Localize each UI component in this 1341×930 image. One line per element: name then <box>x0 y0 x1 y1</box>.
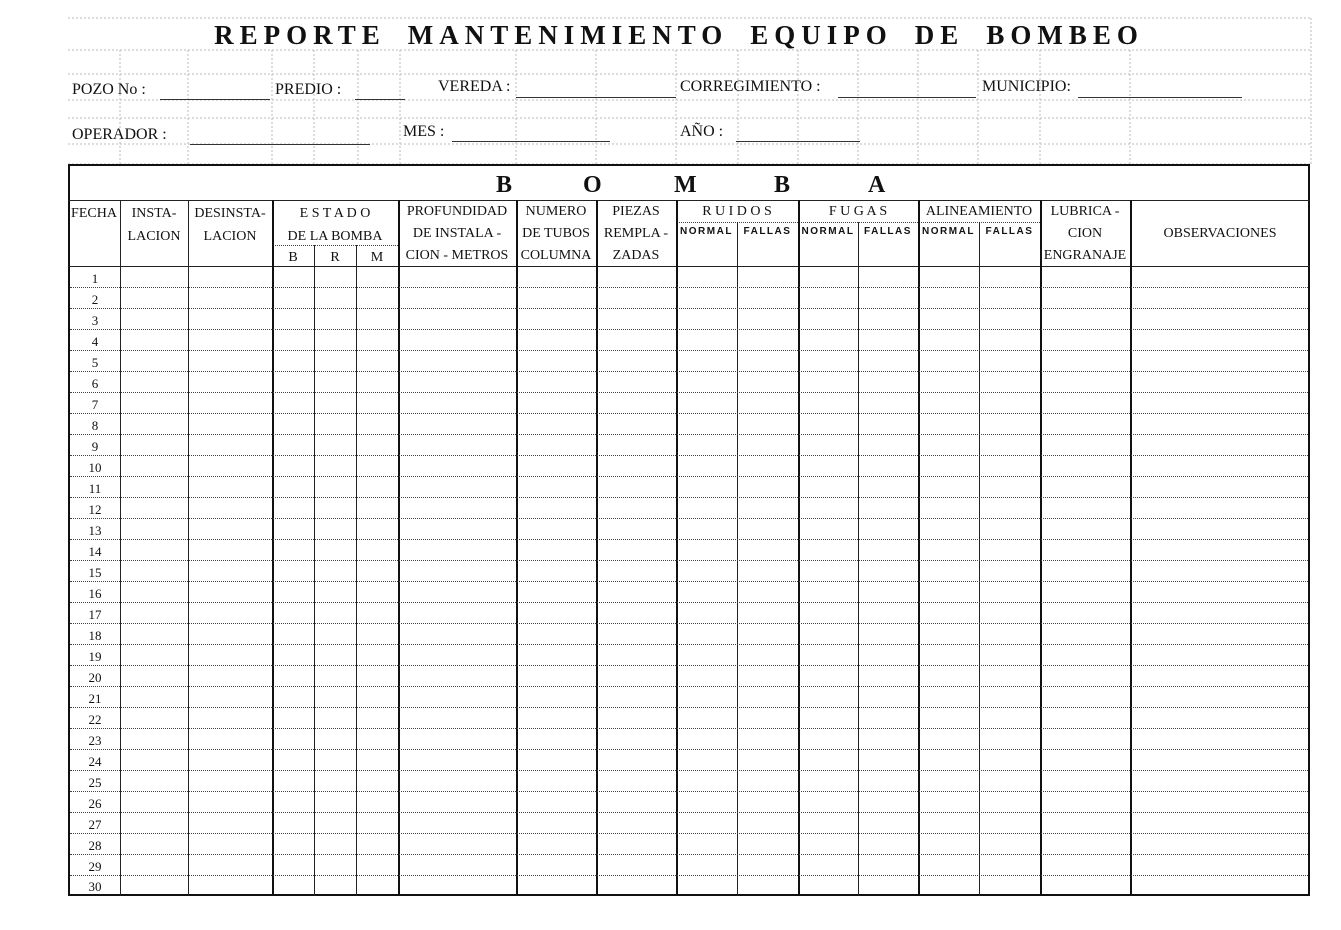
row-number: 1 <box>91 271 99 286</box>
col-alineamiento-normal: NORMAL <box>922 226 975 237</box>
row-number: 17 <box>88 607 102 622</box>
col-instalacion: INSTA- <box>131 206 177 221</box>
table-row[interactable] <box>70 770 1308 771</box>
col-ruidos: R U I D O S <box>702 204 772 219</box>
table-row[interactable] <box>70 497 1308 498</box>
col-fugas-fallas: FALLAS <box>864 226 912 237</box>
row-number: 4 <box>91 334 99 349</box>
table-row[interactable] <box>70 476 1308 477</box>
table-row[interactable] <box>70 329 1308 330</box>
pozo-label: POZO No : <box>72 81 146 98</box>
row-number: 28 <box>88 838 102 853</box>
col-profundidad: PROFUNDIDAD <box>406 204 508 219</box>
table-row[interactable] <box>70 455 1308 456</box>
table-row[interactable] <box>70 308 1308 309</box>
table-row[interactable] <box>70 539 1308 540</box>
row-number: 23 <box>88 733 102 748</box>
table-row[interactable] <box>70 581 1308 582</box>
title-word: REPORTE <box>214 20 386 50</box>
row-number: 14 <box>88 544 102 559</box>
title-word: EQUIPO <box>750 20 893 50</box>
row-number: 21 <box>88 691 102 706</box>
col-numero: COLUMNA <box>520 248 592 263</box>
col-numero: DE TUBOS <box>522 226 590 241</box>
row-number: 20 <box>88 670 102 685</box>
group-title-letter: A <box>868 172 886 198</box>
header-divider <box>68 266 1310 267</box>
table-row[interactable] <box>70 833 1308 834</box>
table-row[interactable] <box>70 602 1308 603</box>
row-number: 9 <box>91 439 99 454</box>
operador-field[interactable] <box>190 144 370 145</box>
vereda-label: VEREDA : <box>438 78 511 95</box>
table-row[interactable] <box>70 875 1308 876</box>
col-estado-b: B <box>288 250 298 265</box>
table-row[interactable] <box>70 686 1308 687</box>
col-fecha: FECHA <box>71 206 117 221</box>
corregimiento-field[interactable] <box>838 97 976 98</box>
table-row[interactable] <box>70 728 1308 729</box>
ano-field[interactable] <box>736 141 860 142</box>
column-divider <box>356 245 357 896</box>
pozo-field[interactable] <box>160 99 270 100</box>
header-divider <box>68 200 1310 201</box>
row-number: 11 <box>88 481 102 496</box>
col-ruidos-fallas: FALLAS <box>743 226 792 237</box>
row-number: 6 <box>91 376 99 391</box>
col-profundidad: DE INSTALA - <box>412 226 502 241</box>
mes-field[interactable] <box>452 141 610 142</box>
predio-label: PREDIO : <box>275 81 342 98</box>
table-row[interactable] <box>70 413 1308 414</box>
table-row[interactable] <box>70 371 1308 372</box>
col-desinstalacion: DESINSTA- <box>194 206 266 221</box>
row-number: 26 <box>88 796 102 811</box>
row-number: 2 <box>91 292 99 307</box>
group-title-letter: B <box>774 172 791 198</box>
municipio-field[interactable] <box>1078 97 1242 98</box>
row-number: 19 <box>88 649 102 664</box>
col-estado-r: R <box>330 250 340 265</box>
row-number: 13 <box>88 523 102 538</box>
table-row[interactable] <box>70 392 1308 393</box>
row-number: 7 <box>91 397 99 412</box>
col-desinstalacion: LACION <box>203 229 257 244</box>
col-piezas: ZADAS <box>612 248 660 263</box>
col-piezas: REMPLA - <box>603 226 669 241</box>
table-row[interactable] <box>70 518 1308 519</box>
row-number: 3 <box>91 313 99 328</box>
col-lubricacion: LUBRICA - <box>1050 204 1120 219</box>
operador-label: OPERADOR : <box>72 126 167 143</box>
row-number: 25 <box>88 775 102 790</box>
group-title-letter: O <box>583 172 602 198</box>
table-row[interactable] <box>70 749 1308 750</box>
col-profundidad: CION - METROS <box>405 248 509 263</box>
row-number: 10 <box>88 460 102 475</box>
corregimiento-label: CORREGIMIENTO : <box>680 78 821 95</box>
table-row[interactable] <box>70 350 1308 351</box>
table-row[interactable] <box>70 791 1308 792</box>
col-fugas-normal: NORMAL <box>801 226 855 237</box>
col-estado: DE LA BOMBA <box>287 229 383 244</box>
col-piezas: PIEZAS <box>612 204 660 219</box>
col-ruidos-normal: NORMAL <box>680 226 733 237</box>
group-title-letter: B <box>496 172 513 198</box>
row-number: 5 <box>91 355 99 370</box>
row-number: 22 <box>88 712 102 727</box>
vereda-field[interactable] <box>516 97 676 98</box>
col-lubricacion: ENGRANAJE <box>1043 248 1127 263</box>
table-row[interactable] <box>70 644 1308 645</box>
col-instalacion: LACION <box>127 229 181 244</box>
predio-field[interactable] <box>355 99 405 100</box>
group-title-letter: M <box>674 172 697 198</box>
col-observaciones: OBSERVACIONES <box>1163 226 1277 241</box>
table-row[interactable] <box>70 623 1308 624</box>
table-row[interactable] <box>70 707 1308 708</box>
ano-label: AÑO : <box>680 123 724 140</box>
col-estado: E S T A D O <box>299 206 371 221</box>
column-divider <box>737 222 738 896</box>
title-word: DE <box>914 20 965 50</box>
table-row[interactable] <box>70 434 1308 435</box>
col-estado-m: M <box>370 250 384 265</box>
column-divider <box>314 245 315 896</box>
row-number: 24 <box>88 754 102 769</box>
row-number: 8 <box>91 418 99 433</box>
title-word: MANTENIMIENTO <box>407 20 729 50</box>
row-number: 15 <box>88 565 102 580</box>
municipio-label: MUNICIPIO: <box>982 78 1071 95</box>
mes-label: MES : <box>403 123 445 140</box>
maintenance-table <box>68 164 1310 896</box>
table-row[interactable] <box>70 854 1308 855</box>
col-alineamiento: ALINEAMIENTO <box>925 204 1033 219</box>
report-title <box>68 20 1312 51</box>
table-row[interactable] <box>70 665 1308 666</box>
row-number: 18 <box>88 628 102 643</box>
table-row[interactable] <box>70 560 1308 561</box>
column-divider <box>858 222 859 896</box>
row-number: 29 <box>88 859 102 874</box>
table-row[interactable] <box>70 287 1308 288</box>
table-row[interactable] <box>70 812 1308 813</box>
row-number: 16 <box>88 586 102 601</box>
title-word: BOMBEO <box>986 20 1144 50</box>
row-number: 27 <box>88 817 102 832</box>
col-numero: NUMERO <box>525 204 587 219</box>
row-number: 30 <box>88 879 102 894</box>
col-lubricacion: CION <box>1067 226 1103 241</box>
col-fugas: F U G A S <box>828 204 888 219</box>
row-number: 12 <box>88 502 102 517</box>
col-alineamiento-fallas: FALLAS <box>985 226 1034 237</box>
column-divider <box>979 222 980 896</box>
